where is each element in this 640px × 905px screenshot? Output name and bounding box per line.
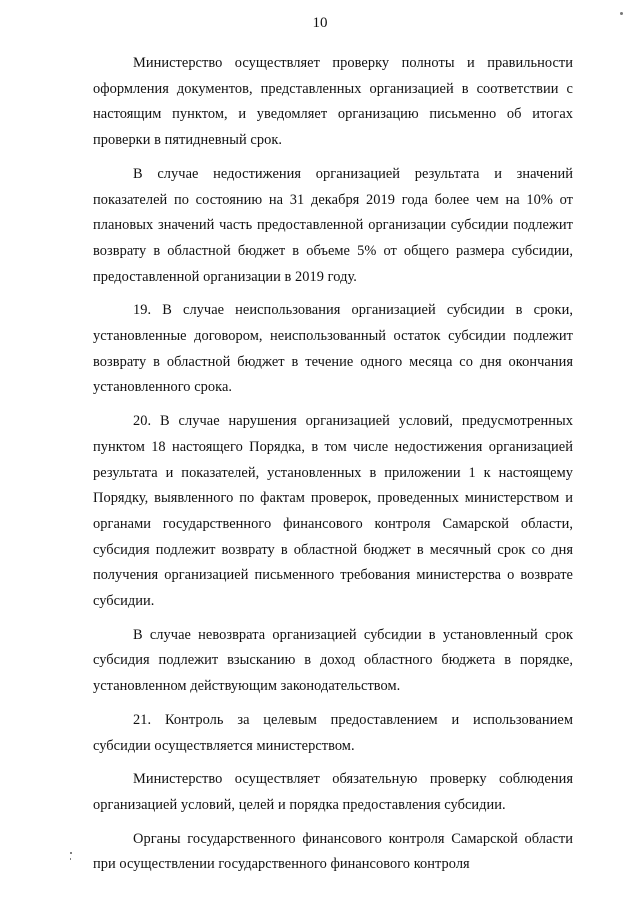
document-body <box>93 51 573 886</box>
paragraph: Министерство осуществляет проверку полноты и правильности оформления документов, представленных организацией в соответствии с настоящим пунктом, и уведомляет организацию письменно об итогах проверки в пятидневный срок. <box>93 55 573 149</box>
paragraph: Органы государственного финансового контроля Самарской области при осуществлении государственного финансового контроля <box>93 830 573 873</box>
scan-speck <box>620 12 623 15</box>
paragraph: Министерство осуществляет обязательную проверку соблюдения организацией условий, целей и порядка предоставления субсидии. <box>93 771 573 813</box>
scan-speck <box>70 858 71 860</box>
paragraph: 19. В случае неиспользования организацией субсидии в сроки, установленные договором, неиспользованный остаток субсидии подлежит возврату в областной бюджет в течение одного месяца со дня окончания установленного срока. <box>93 302 573 396</box>
scan-speck <box>70 852 72 854</box>
page-number: 10 <box>312 15 328 31</box>
paragraph: 20. В случае нарушения организацией условий, предусмотренных пунктом 18 настоящего Порядка, в том числе недостижения организацией результата и показателей, установленных в приложении 1 к настоящему Порядку, выявленного по фактам проверок, проведенных министерством и органами государственного финансового контроля Самарской области, субсидия подлежит возврату в областной бюджет в месячный срок со дня получения организацией письменного требования министерства о возврате субсидии. <box>93 413 573 610</box>
paragraph: 21. Контроль за целевым предоставлением и использованием субсидии осуществляется министерством. <box>93 711 573 754</box>
paragraph: В случае невозврата организацией субсидии в установленный срок субсидия подлежит взысканию в доход областного бюджета в порядке, установленном действующим законодательством. <box>93 626 573 695</box>
paragraph: В случае недостижения организацией результата и значений показателей по состоянию на 31 декабря 2019 года более чем на 10% от плановых значений часть предоставленной организации субсидии подлежит возврату в областной бюджет в объеме 5% от общего размера субсидии, предоставленной организации в 2019 году. <box>93 165 573 285</box>
